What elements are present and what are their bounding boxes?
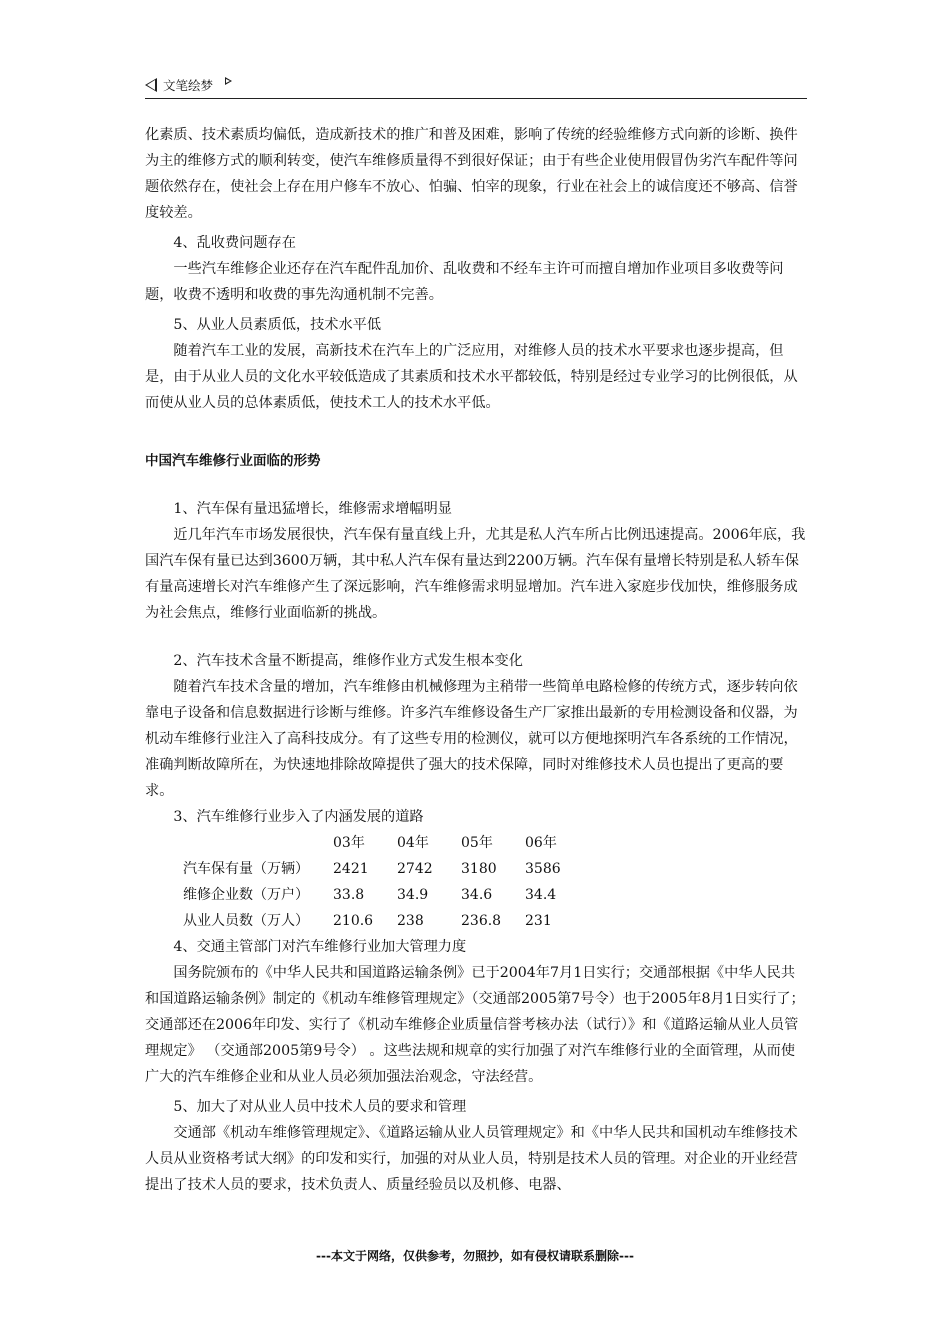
s2-body: 随着汽车技术含量的增加，汽车维修由机械修理为主稍带一些简单电路检修的传统方式，逐步转向依靠电子设备和信息数据进行诊断与维修。许多汽车维修设备生产厂家推出最新的专用检测设备和仪器，为机动车维修行业注入了高科技成分。有了这些专用的检测仪，就可以方便地探明汽车各系统的工作情况，准确判断故障所在，为快速地排除故障提供了强大的技术保障，同时对维修技术人员也提出了更高的要求。 — [145, 679, 798, 799]
table-row — [183, 908, 589, 934]
s2-heading: 2、汽车技术含量不断提高，维修作业方式发生根本变化 — [173, 653, 523, 669]
triangle-left-icon — [145, 78, 157, 92]
stats-table — [183, 830, 589, 934]
s3-heading: 3、汽车维修行业步入了内涵发展的道路 — [173, 809, 424, 825]
row-label: 维修企业数（万户） — [183, 887, 309, 903]
item5-body: 随着汽车工业的发展，高新技术在汽车上的广泛应用，对维修人员的技术水平要求也逐步提高，但是，由于从业人员的文化水平较低造成了其素质和技术水平都较低，特别是经过专业学习的比例很低，从而使从业人员的总体素质低，使技术工人的技术水平低。 — [145, 343, 798, 411]
page-header — [145, 72, 807, 99]
footer-disclaimer: ---本文于网络，仅供参考，勿照抄，如有侵权请联系删除--- — [316, 1249, 634, 1263]
table-cell: 231 — [525, 913, 552, 929]
row-label: 汽车保有量（万辆） — [183, 861, 309, 877]
table-cell: 236.8 — [461, 913, 502, 929]
table-header-row — [183, 830, 589, 856]
table-row — [183, 882, 589, 908]
table-cell: 2742 — [397, 861, 433, 877]
brand-label: 文笔绘梦 — [163, 78, 214, 93]
item4-heading: 4、乱收费问题存在 — [173, 235, 296, 251]
table-row — [183, 856, 589, 882]
s4-heading: 4、交通主管部门对汽车维修行业加大管理力度 — [173, 939, 467, 955]
item4-body: 一些汽车维修企业还存在汽车配件乱加价、乱收费和不经车主许可而擅自增加作业项目多收费等问题，收费不透明和收费的事先沟通机制不完善。 — [145, 261, 784, 303]
table-cell: 2421 — [333, 861, 369, 877]
header-brand — [145, 76, 232, 94]
table-cell: 3180 — [461, 861, 497, 877]
table-cell: 238 — [397, 913, 424, 929]
table-cell: 33.8 — [333, 887, 365, 903]
year-header: 04年 — [397, 835, 429, 851]
table-corner — [183, 830, 333, 856]
table-cell: 3586 — [525, 861, 561, 877]
s1-body: 近几年汽车市场发展很快，汽车保有量直线上升，尤其是私人汽车所占比例迅速提高。2006年底，我国汽车保有量已达到3600万辆，其中私人汽车保有量达到2200万辆。汽车保有量增长特别是私人轿车保有量高速增长对汽车维修产生了深远影响，汽车维修需求明显增加。汽车进入家庭步伐加快，维修服务成为社会焦点，维修行业面临新的挑战。 — [145, 527, 806, 621]
s5-heading: 5、加大了对从业人员中技术人员的要求和管理 — [173, 1099, 467, 1115]
intro-continuation: 化素质、技术素质均偏低，造成新技术的推广和普及困难，影响了传统的经验维修方式向新的诊断、换件为主的维修方式的顺利转变，使汽车维修质量得不到很好保证；由于有些企业使用假冒伪劣汽车配件等问题依然存在，使社会上存在用户修车不放心、怕骗、怕宰的现象，行业在社会上的诚信度还不够高、信誉度较差。 — [145, 127, 798, 221]
s1-heading: 1、汽车保有量迅猛增长，维修需求增幅明显 — [173, 501, 452, 517]
year-header: 05年 — [461, 835, 493, 851]
year-header: 06年 — [525, 835, 557, 851]
row-label: 从业人员数（万人） — [183, 913, 309, 929]
item5-heading: 5、从业人员素质低，技术水平低 — [173, 317, 382, 333]
s5-body: 交通部《机动车维修管理规定》、《道路运输从业人员管理规定》和《中华人民共和国机动车维修技术人员从业资格考试大纲》的印发和实行，加强的对从业人员，特别是技术人员的管理。对企业的开业经营提出了技术人员的要求，技术负责人、质量经验员以及机修、电器、 — [145, 1125, 798, 1193]
document-body — [145, 122, 807, 1198]
s4-body: 国务院颁布的《中华人民共和国道路运输条例》已于2004年7月1日实行；交通部根据《中华人民共和国道路运输条例》制定的《机动车维修管理规定》（交通部2005第7号令）也于2005年8月1日实行了；交通部还在2006年印发、实行了《机动车维修企业质量信誉考核办法（试行）》和《道路运输从业人员管理规定》 （交通部2005第9号令） 。这些法规和规章的实行加强了对汽车维修行业的全面管理，从而使广大的汽车维修企业和从业人员必须加强法治观念，守法经营。 — [145, 965, 805, 1085]
section-title: 中国汽车维修行业面临的形势 — [145, 453, 321, 469]
triangle-right-icon — [225, 77, 232, 85]
table-cell: 34.4 — [525, 887, 557, 903]
year-header: 03年 — [333, 835, 365, 851]
table-cell: 210.6 — [333, 913, 374, 929]
table-cell: 34.6 — [461, 887, 493, 903]
table-cell: 34.9 — [397, 887, 429, 903]
